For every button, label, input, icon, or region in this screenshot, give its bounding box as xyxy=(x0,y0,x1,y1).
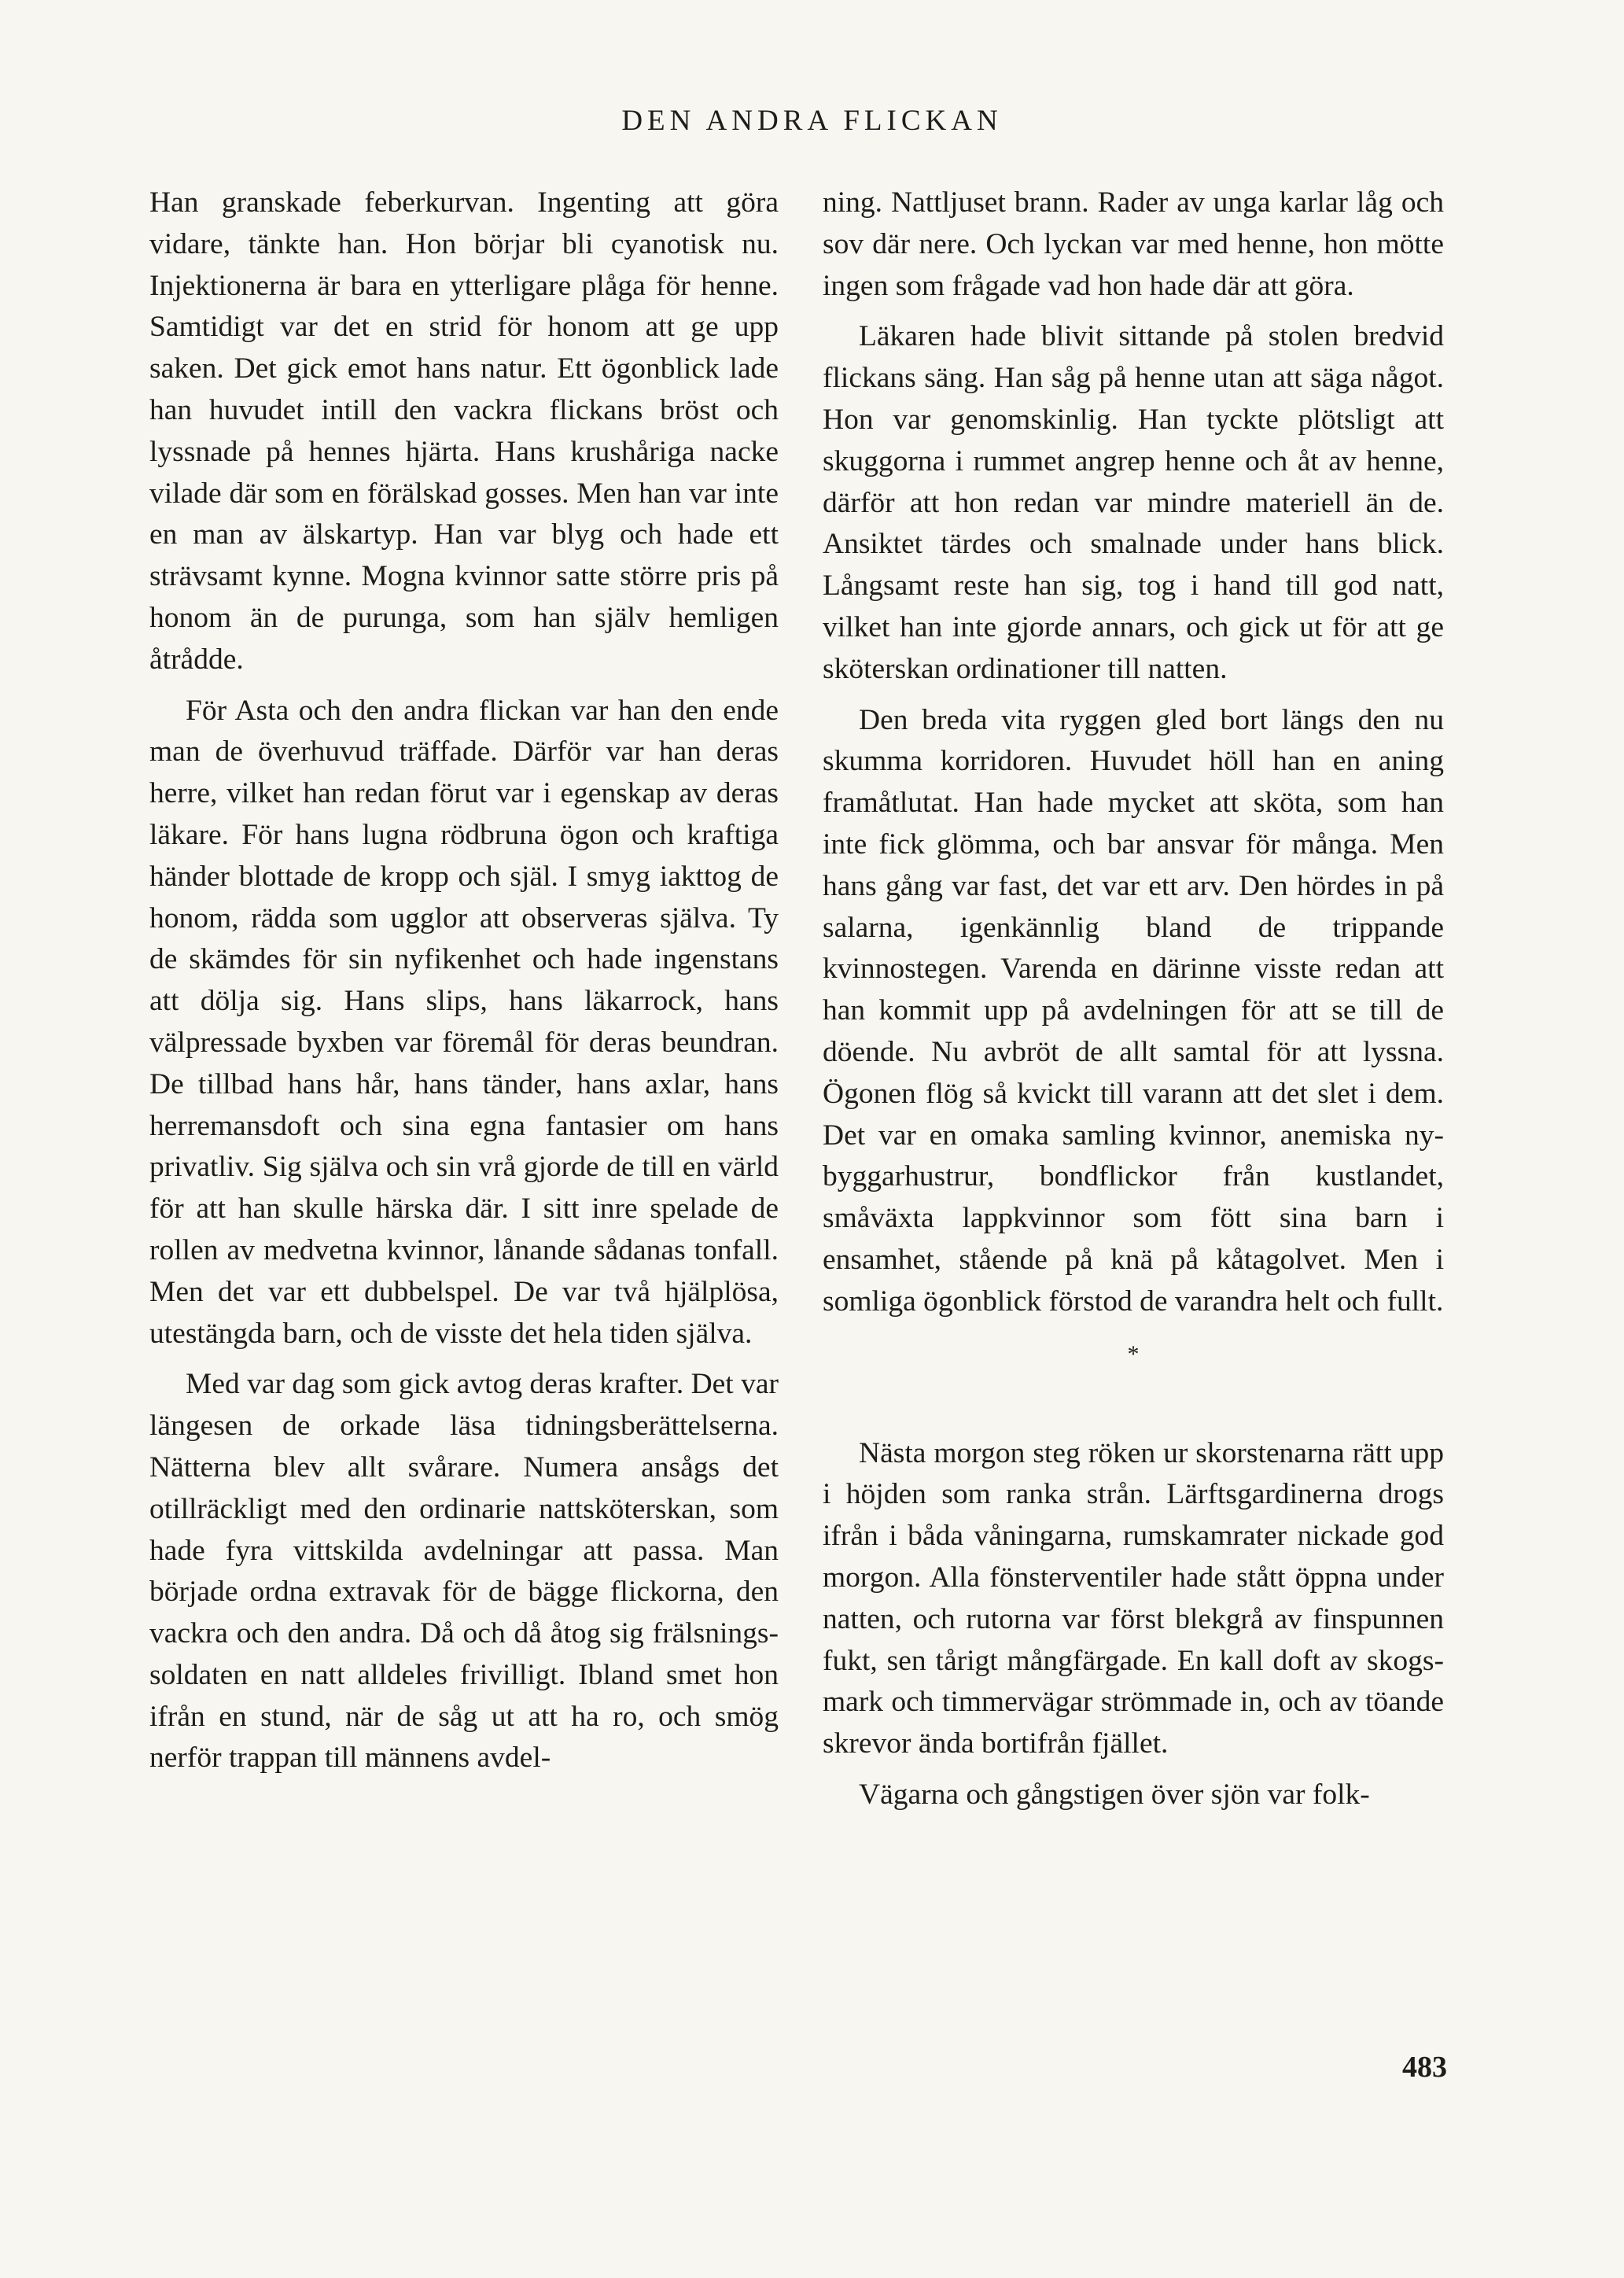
paragraph: Nästa morgon steg röken ur skorstenarna rätt upp i höjden som ranka strån. Lärftsgardinerna drogs ifrån i båda våningarna, rumskamrater nickade god morgon. Alla fönsterventiler hade stått öppna under natten, och rutorna var först blekgrå av finspunnen fukt, sen tårigt mångfärgade. En kall doft av skogsmark och timmervägar strömmade in, och av töande skrevor ända bortifrån fjället. xyxy=(823,1436,1444,1760)
paragraph: Med var dag som gick avtog deras krafter. Det var längesen de orkade läsa tidningsberättelserna. Nätterna blev allt svårare. Numera ansågs det otillräckligt med den ordinarie nattsköterskan, som hade fyra vittskilda avdelningar att passa. Man började ordna extravak för de bägge flickorna, den vackra och den andra. Då och då åtog sig frälsningssoldaten en natt alldeles frivilligt. Ibland smet hon ifrån en stund, när de såg ut att ha ro, och smög nerför trappan till männens avdel- xyxy=(149,1368,779,1775)
paragraph: Han granskade feberkurvan. Ingenting att göra vidare, tänkte han. Hon börjar bli cyanotisk nu. Injektionerna är bara en ytterligare plåga för henne. Samtidigt var det en strid för honom att ge upp saken. Det gick emot hans natur. Ett ögonblick lade han huvudet intill den vackra flickans bröst och lyssnade på hennes hjärta. Hans krushåriga nacke vilade där som en förälskad gosses. Men han var inte en man av älskartyp. Han var blyg och hade ett strävsamt kynne. Mogna kvinnor satte större pris på honom än de purunga, som han själv hemligen åtrådde. xyxy=(149,186,779,676)
running-header: DEN ANDRA FLICKAN xyxy=(621,105,1003,137)
left-column xyxy=(149,182,779,1789)
paragraph: Läkaren hade blivit sittande på stolen bredvid flickans säng. Han såg på henne utan att säga något. Hon var genomskinlig. Han tyckte plötsligt att skuggorna i rummet angrep henne och åt av henne, därför att hon redan var mindre materiell än de. Ansiktet tärdes och smalnade under hans blick. Långsamt reste han sig, tog i hand till god natt, vilket han inte gjorde annars, och gick ut för att ge sköterskan ordinationer till natten. xyxy=(823,320,1444,685)
right-column xyxy=(823,182,1444,1826)
paragraph: Vägarna och gångstigen över sjön var folk- xyxy=(859,1778,1370,1811)
paragraph: ning. Nattljuset brann. Rader av unga karlar låg och sov där nere. Och lyckan var med henne, hon mötte ingen som frågade vad hon hade där att göra. xyxy=(823,186,1444,302)
section-break-asterisk: * xyxy=(1127,1340,1140,1367)
paragraph: För Asta och den andra flickan var han den ende man de överhuvud träffade. Därför var han deras herre, vilket han redan förut var i egenskap av deras läkare. För hans lugna rödbruna ögon och kraftiga händer blottade de kropp och själ. I smyg iakttog de honom, rädda som ugglor att observeras själva. Ty de skämdes för sin nyfikenhet och hade ingenstans att dölja sig. Hans slips, hans läkarrock, hans välpressade byxben var föremål för deras beundran. De tillbad hans hår, hans tänder, hans axlar, hans herremansdoft och sina egna fantasier om hans privatliv. Sig själva och sin vrå gjorde de till en värld för att han skulle härska där. I sitt inre spelade de rollen av medvetna kvinnor, lånande sådanas tonfall. Men det var ett dubbelspel. De var två hjälplösa, utestängda barn, och de visste det hela tiden själva. xyxy=(149,694,779,1350)
paragraph: Den breda vita ryggen gled bort längs den nu skumma korridoren. Huvudet höll han en aning framåtlutat. Han hade mycket att sköta, som han inte fick glömma, och bar ansvar för många. Men hans gång var fast, det var ett arv. Den hördes in på salarna, igenkännlig bland de trippande kvinnostegen. Varenda en därinne visste redan att han kommit upp på avdelningen för att se till de döende. Nu avbröt de allt samtal för att lyssna. Ögonen flög så kvickt till varann att det slet i dem. Det var en omaka samling kvinnor, anemiska nybyggarhustrur, bondflickor från kustlandet, småväxta lappkvinnor som fött sina barn i ensamhet, stående på knä på kåtagolvet. Men i somliga ögonblick förstod de varandra helt och fullt. xyxy=(823,703,1444,1318)
page-number: 483 xyxy=(1402,2051,1447,2084)
